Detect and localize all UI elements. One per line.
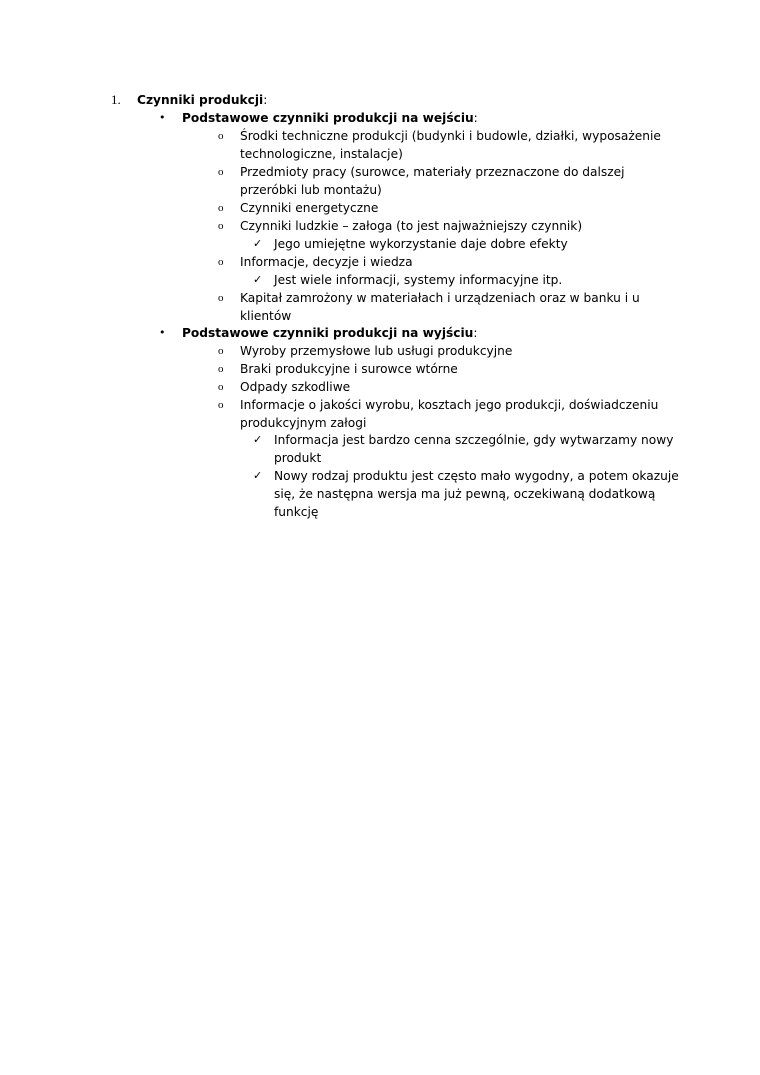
outputs-heading bbox=[182, 324, 477, 342]
list-item-line: Środki techniczne produkcji (budynki i budowle, działki, wyposażenie bbox=[240, 129, 661, 143]
section-title bbox=[137, 91, 267, 109]
outputs-heading-text: Podstawowe czynniki produkcji na wyjściu bbox=[182, 326, 474, 340]
list-item-line: przeróbki lub montażu) bbox=[240, 183, 382, 197]
sub-item-line: Jest wiele informacji, systemy informacyjne itp. bbox=[274, 273, 563, 287]
bullet-icon: • bbox=[159, 326, 166, 339]
bullet-icon: • bbox=[159, 111, 166, 124]
sub-item-line: Jego umiejętne wykorzystanie daje dobre efekty bbox=[274, 237, 568, 251]
list-item-line: Czynniki energetyczne bbox=[240, 201, 379, 215]
circle-bullet-icon: o bbox=[218, 220, 224, 232]
list-item-line: Wyroby przemysłowe lub usługi produkcyjne bbox=[240, 344, 513, 358]
outputs-heading-suffix: : bbox=[473, 326, 478, 340]
section-title-suffix: : bbox=[263, 93, 268, 107]
sub-item-line: Nowy rodzaj produktu jest często mało wygodny, a potem okazuje bbox=[274, 469, 679, 483]
sub-item-line: produkt bbox=[274, 451, 322, 465]
list-item-line: Braki produkcyjne i surowce wtórne bbox=[240, 362, 458, 376]
check-icon: ✓ bbox=[253, 237, 263, 250]
list-item-line: Czynniki ludzkie – załoga (to jest najważniejszy czynnik) bbox=[240, 219, 583, 233]
section-number: 1. bbox=[111, 92, 121, 107]
check-icon: ✓ bbox=[253, 469, 263, 482]
circle-bullet-icon: o bbox=[218, 256, 224, 268]
inputs-heading bbox=[182, 109, 478, 127]
circle-bullet-icon: o bbox=[218, 381, 224, 393]
check-icon: ✓ bbox=[253, 433, 263, 446]
circle-bullet-icon: o bbox=[218, 202, 224, 214]
circle-bullet-icon: o bbox=[218, 399, 224, 411]
sub-item-line: Informacja jest bardzo cenna szczególnie, gdy wytwarzamy nowy bbox=[274, 433, 674, 447]
check-icon: ✓ bbox=[253, 273, 263, 286]
list-item-line: Odpady szkodliwe bbox=[240, 380, 351, 394]
sub-item-line: funkcję bbox=[274, 505, 319, 519]
list-item-line: klientów bbox=[240, 309, 292, 323]
list-item-line: technologiczne, instalacje) bbox=[240, 147, 403, 161]
circle-bullet-icon: o bbox=[218, 292, 224, 304]
sub-item-line: się, że następna wersja ma już pewną, oczekiwaną dodatkową bbox=[274, 487, 656, 501]
inputs-heading-suffix: : bbox=[473, 111, 478, 125]
section-title-text: Czynniki produkcji bbox=[137, 93, 264, 107]
list-item-line: Informacje o jakości wyrobu, kosztach jego produkcji, doświadczeniu bbox=[240, 398, 659, 412]
list-item-line: Informacje, decyzje i wiedza bbox=[240, 255, 413, 269]
circle-bullet-icon: o bbox=[218, 363, 224, 375]
circle-bullet-icon: o bbox=[218, 345, 224, 357]
circle-bullet-icon: o bbox=[218, 166, 224, 178]
inputs-heading-text: Podstawowe czynniki produkcji na wejściu bbox=[182, 111, 474, 125]
list-item-line: produkcyjnym załogi bbox=[240, 416, 367, 430]
circle-bullet-icon: o bbox=[218, 130, 224, 142]
list-item-line: Przedmioty pracy (surowce, materiały przeznaczone do dalszej bbox=[240, 165, 625, 179]
list-item-line: Kapitał zamrożony w materiałach i urządzeniach oraz w banku i u bbox=[240, 291, 640, 305]
